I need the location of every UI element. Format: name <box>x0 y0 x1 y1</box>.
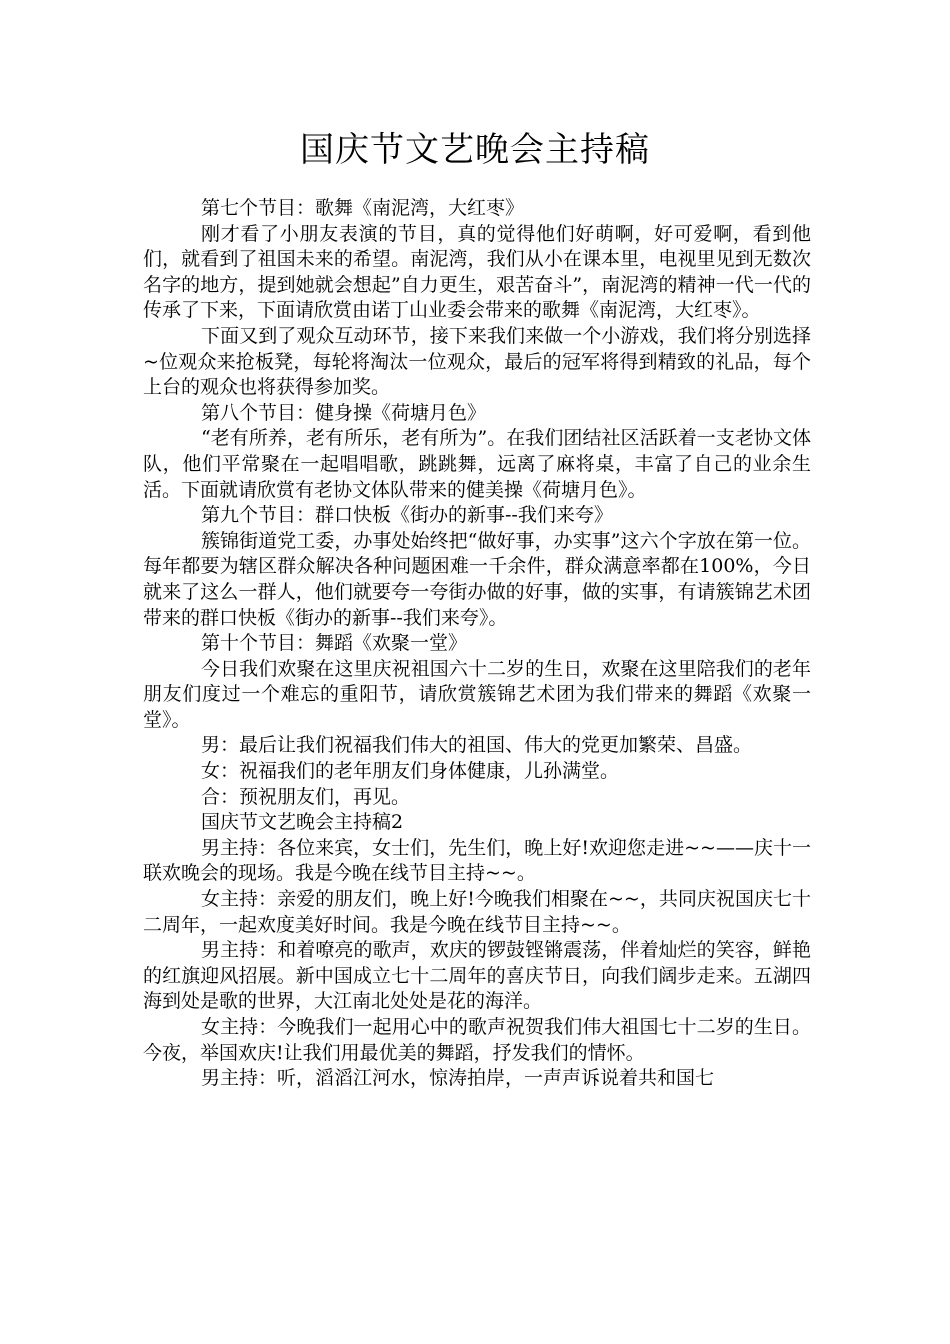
paragraph: 女：祝福我们的老年朋友们身体健康，儿孙满堂。 <box>201 760 620 783</box>
paragraph: 第七个节目：歌舞《南泥湾，大红枣》 <box>201 197 525 219</box>
paragraph: 合：预祝朋友们，再见。 <box>201 785 411 808</box>
paragraph: 刚才看了小朋友表演的节目，真的觉得他们好萌啊，好可爱啊，看到他们，就看到了祖国未来的希望。南泥湾，我们从小在课本里，电视里见到无数次名字的地方，提到她就会想起”自力更生，艰苦奋斗”，南泥湾的精神一代一代的传承了下来，下面请欣赏由诺丁山业委会带来的歌舞《南泥湾，大红枣》。 <box>143 222 811 322</box>
paragraph: 男主持：听，滔滔江河水，惊涛拍岸，一声声诉说着共和国七 <box>201 1067 715 1090</box>
document-body <box>143 196 811 1092</box>
paragraph: 女主持：今晚我们一起用心中的歌声祝贺我们伟大祖国七十二岁的生日。今夜，举国欢庆!让我们用最优美的舞蹈，抒发我们的情怀。 <box>143 1016 811 1064</box>
paragraph: 今日我们欢聚在这里庆祝祖国六十二岁的生日，欢聚在这里陪我们的老年朋友们度过一个难忘的重阳节，请欣赏簇锦艺术团为我们带来的舞蹈《欢聚一堂》。 <box>143 657 811 731</box>
document-title: 国庆节文艺晚会主持稿 <box>300 130 650 170</box>
paragraph: 男主持：和着嘹亮的歌声，欢庆的锣鼓铿锵震荡，伴着灿烂的笑容，鲜艳的红旗迎风招展。新中国成立七十二周年的喜庆节日，向我们阔步走来。五湖四海到处是歌的世界，大江南北处处是花的海洋。 <box>143 939 811 1013</box>
paragraph: 簇锦街道党工委，办事处始终把“做好事，办实事”这六个字放在第一位。每年都要为辖区群众解决各种问题困难一千余件，群众满意率都在100%，今日就来了这么一群人，他们就要夸一夸街办做的好事，做的实事，有请簇锦艺术团带来的群口快板《街办的新事--我们来夸》。 <box>143 529 811 629</box>
paragraph: 下面又到了观众互动环节，接下来我们来做一个小游戏，我们将分别选择~位观众来抢板凳，每轮将淘汰一位观众，最后的冠军将得到精致的礼品，每个上台的观众也将获得参加奖。 <box>143 324 811 399</box>
paragraph: 国庆节文艺晚会主持稿2 <box>201 811 404 834</box>
paragraph: 男：最后让我们祝福我们伟大的祖国、伟大的党更加繁荣、昌盛。 <box>201 734 753 757</box>
paragraph: 第八个节目：健身操《荷塘月色》 <box>201 401 487 424</box>
paragraph: “老有所养，老有所乐，老有所为”。在我们团结社区活跃着一支老协文体队，他们平常聚在一起唱唱歌，跳跳舞，远离了麻将桌，丰富了自己的业余生活。下面就请欣赏有老协文体队带来的健美操《荷塘月色》。 <box>143 427 811 501</box>
paragraph: 第九个节目：群口快板《街办的新事--我们来夸》 <box>201 504 613 527</box>
paragraph: 男主持：各位来宾，女士们，先生们，晚上好!欢迎您走进~~——庆十一联欢晚会的现场。我是今晚在线节目主持~~。 <box>143 836 811 885</box>
paragraph: 第十个节目：舞蹈《欢聚一堂》 <box>201 632 468 655</box>
paragraph: 女主持：亲爱的朋友们，晚上好!今晚我们相聚在~~，共同庆祝国庆七十二周年，一起欢度美好时间。我是今晚在线节目主持~~。 <box>143 888 811 936</box>
